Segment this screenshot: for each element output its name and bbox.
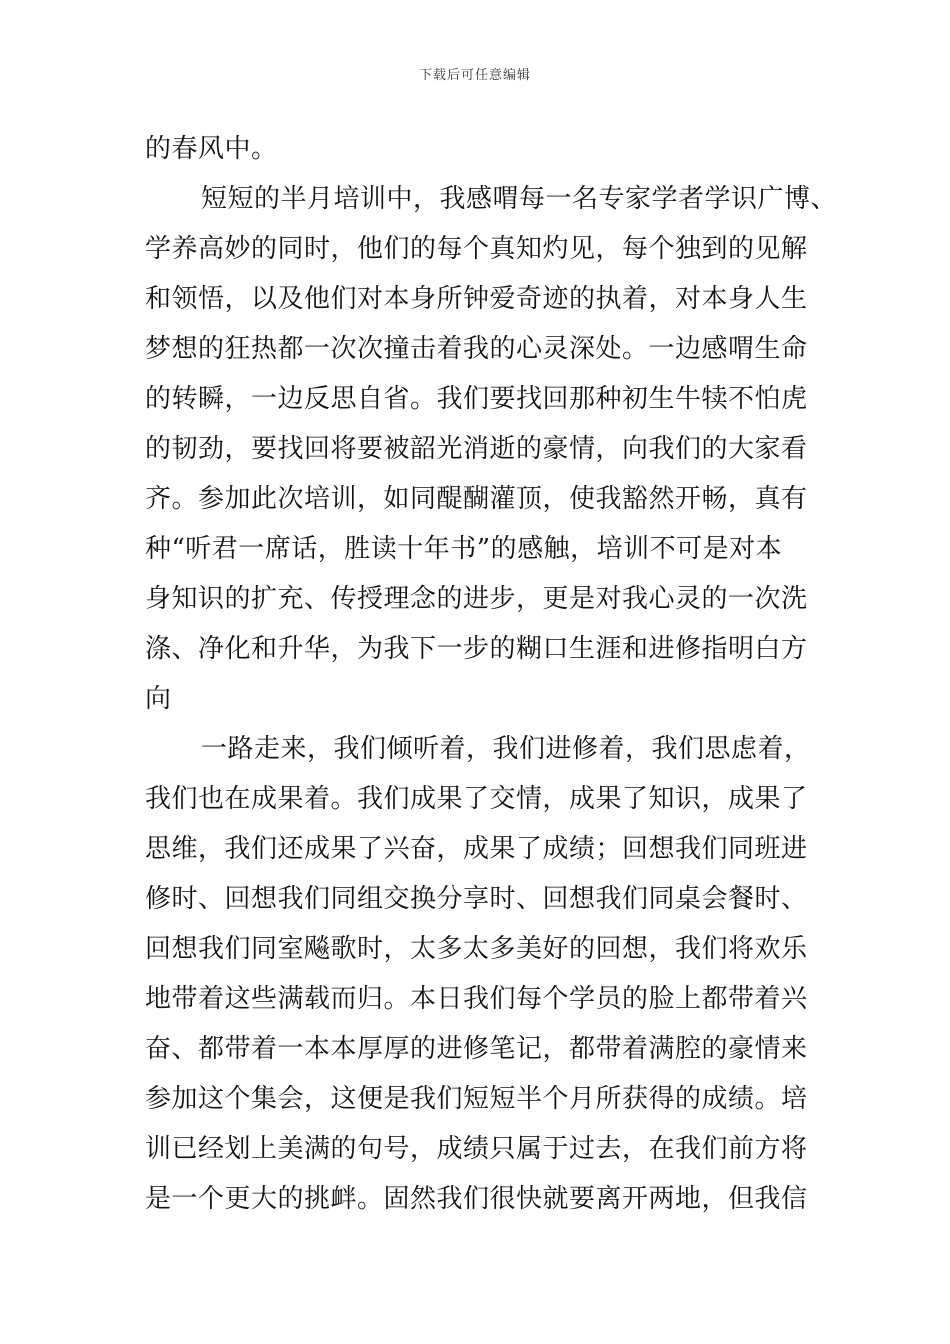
text-line: 涤、净化和升华，为我下一步的糊口生涯和进修指明白方 (145, 634, 808, 664)
text-line: 短短的半月培训中，我感喟每一名专家学者学识广博、 (201, 184, 838, 214)
text-line: 参加这个集会，这便是我们短短半个月所获得的成绩。培 (145, 1084, 808, 1114)
text-line: 齐。参加此次培训，如同醍醐灌顶，使我豁然开畅，真有 (145, 484, 808, 514)
text-line: 的转瞬，一边反思自省。我们要找回那种初生牛犊不怕虎 (145, 384, 808, 414)
text-line: 训已经划上美满的句号，成绩只属于过去，在我们前方将 (145, 1134, 808, 1164)
text-line: 是一个更大的挑衅。固然我们很快就要离开两地，但我信 (145, 1184, 808, 1214)
text-line: 和领悟，以及他们对本身所钟爱奇迹的执着，对本身人生 (145, 284, 808, 314)
text-line: 一路走来，我们倾听着，我们进修着，我们思虑着， (201, 734, 811, 764)
text-line: 回想我们同室飚歌时，太多太多美好的回想，我们将欢乐 (145, 934, 808, 964)
text-line: 梦想的狂热都一次次撞击着我的心灵深处。一边感喟生命 (145, 334, 808, 364)
text-line: 修时、回想我们同组交换分享时、回想我们同桌会餐时、 (145, 884, 808, 914)
page-header: 下载后可任意编辑 (418, 68, 531, 83)
text-line: 的春风中。 (145, 134, 278, 164)
text-line: 思维，我们还成果了兴奋，成果了成绩；回想我们同班进 (145, 834, 808, 864)
text-line: 种“听君一席话，胜读十年书”的感触，培训不可是对本 (145, 534, 783, 564)
text-line: 奋、都带着一本本厚厚的进修笔记，都带着满腔的豪情来 (145, 1034, 808, 1064)
text-line: 身知识的扩充、传授理念的进步，更是对我心灵的一次洗 (145, 584, 808, 614)
text-line: 学养高妙的同时，他们的每个真知灼见，每个独到的见解 (145, 234, 808, 264)
text-line: 向 (145, 684, 172, 714)
text-line: 地带着这些满载而归。本日我们每个学员的脸上都带着兴 (145, 984, 808, 1014)
text-line: 我们也在成果着。我们成果了交情，成果了知识，成果了 (145, 784, 808, 814)
document-body (145, 124, 838, 1224)
text-line: 的韧劲，要找回将要被韶光消逝的豪情，向我们的大家看 (145, 434, 808, 464)
